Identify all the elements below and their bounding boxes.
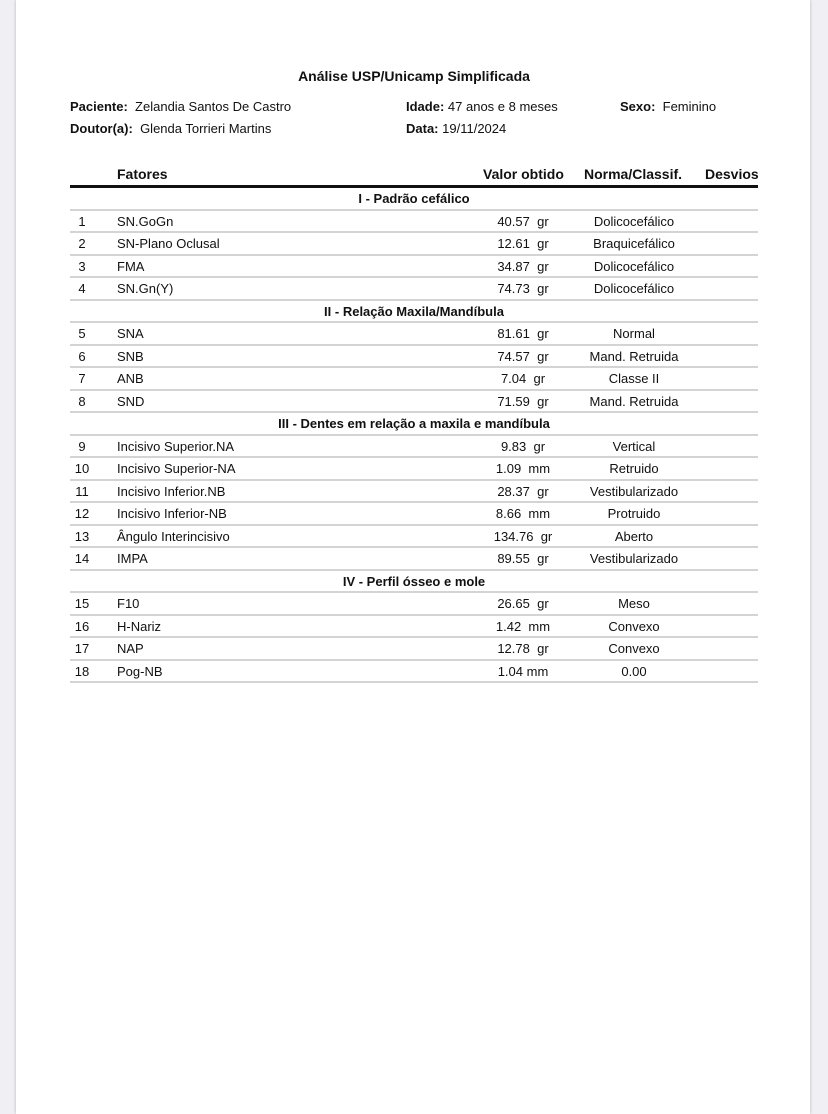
table-row xyxy=(70,323,758,346)
date-info xyxy=(406,121,506,136)
row-number: 17 xyxy=(74,641,90,656)
factor-name: Pog-NB xyxy=(117,663,163,679)
table-row xyxy=(70,638,758,661)
row-number: 6 xyxy=(78,348,86,364)
factor-name: SN.GoGn xyxy=(117,213,174,229)
table-row xyxy=(70,548,758,571)
section-title: I - Padrão cefálico xyxy=(358,191,470,206)
obtained-value: 8.66 mm xyxy=(495,506,551,521)
doctor-info xyxy=(70,121,271,136)
classification: Retruido xyxy=(609,461,659,476)
classification: Convexo xyxy=(608,618,660,634)
table-row xyxy=(70,481,758,504)
factor-name: SNA xyxy=(117,326,144,341)
table-row xyxy=(70,526,758,549)
table-row xyxy=(70,368,758,391)
table-row xyxy=(70,233,758,256)
factor-name: Incisivo Inferior-NB xyxy=(117,506,227,521)
classification: Mand. Retruida xyxy=(589,348,679,364)
header-fatores: Fatores xyxy=(117,166,168,182)
row-number: 15 xyxy=(74,596,90,611)
table-row xyxy=(70,458,758,481)
obtained-value: 1.04 mm xyxy=(497,663,549,679)
age-label: Idade: xyxy=(406,99,445,114)
section-title: II - Relação Maxila/Mandíbula xyxy=(324,303,504,319)
report-title: Análise USP/Unicamp Simplificada xyxy=(298,68,530,84)
section-header xyxy=(70,188,758,211)
patient-label: Paciente: xyxy=(70,99,128,114)
row-number: 12 xyxy=(74,506,90,521)
factor-name: ANB xyxy=(117,371,144,386)
factor-name: F10 xyxy=(117,596,140,611)
table-row xyxy=(70,593,758,616)
obtained-value: 71.59 gr xyxy=(497,393,549,409)
table-header xyxy=(70,166,758,184)
classification: Classe II xyxy=(608,371,660,386)
factor-name: SN-Plano Oclusal xyxy=(117,236,220,251)
header-desvios: Desvios xyxy=(705,166,759,182)
table-row xyxy=(70,436,758,459)
section-header xyxy=(70,301,758,324)
row-number: 14 xyxy=(74,551,90,566)
obtained-value: 134.76 gr xyxy=(493,528,553,544)
classification: Dolicocefálico xyxy=(593,281,675,296)
classification: 0.00 xyxy=(621,663,647,679)
obtained-value: 40.57 gr xyxy=(497,213,549,229)
classification: Normal xyxy=(613,326,655,341)
factor-name: Ângulo Interincisivo xyxy=(117,528,230,544)
row-number: 9 xyxy=(78,438,86,454)
classification: Aberto xyxy=(614,528,654,544)
classification: Dolicocefálico xyxy=(593,213,675,229)
table-row xyxy=(70,256,758,279)
classification: Vertical xyxy=(612,438,656,454)
factor-name: FMA xyxy=(117,258,145,274)
factor-name: Incisivo Inferior.NB xyxy=(117,483,226,499)
row-number: 7 xyxy=(78,371,86,386)
factor-name: NAP xyxy=(117,641,144,656)
doctor-name: Glenda Torrieri Martins xyxy=(140,121,272,136)
obtained-value: 28.37 gr xyxy=(497,483,549,499)
row-number: 1 xyxy=(78,213,86,229)
row-number: 13 xyxy=(74,528,90,544)
factor-name: SN.Gn(Y) xyxy=(117,281,174,296)
patient-info xyxy=(70,99,291,114)
factor-name: SNB xyxy=(117,348,144,364)
row-number: 3 xyxy=(78,258,86,274)
factor-name: IMPA xyxy=(117,551,148,566)
factor-name: Incisivo Superior-NA xyxy=(117,461,236,476)
row-number: 18 xyxy=(74,663,90,679)
obtained-value: 1.09 mm xyxy=(495,461,551,476)
classification: Braquicefálico xyxy=(593,236,675,251)
age-info xyxy=(406,99,558,114)
patient-name: Zelandia Santos De Castro xyxy=(135,99,292,114)
analysis-table xyxy=(70,188,758,683)
header-valor: Valor obtido xyxy=(483,166,564,182)
obtained-value: 74.73 gr xyxy=(497,281,549,296)
table-row xyxy=(70,616,758,639)
obtained-value: 1.42 mm xyxy=(495,618,551,634)
sex-value: Feminino xyxy=(662,99,717,114)
factor-name: H-Nariz xyxy=(117,618,162,634)
date-label: Data: xyxy=(406,121,439,136)
age-value: 47 anos e 8 meses xyxy=(447,99,558,114)
obtained-value: 12.61 gr xyxy=(497,236,549,251)
obtained-value: 89.55 gr xyxy=(497,551,549,566)
row-number: 2 xyxy=(78,236,86,251)
classification: Vestibularizado xyxy=(589,483,679,499)
classification: Vestibularizado xyxy=(589,551,679,566)
classification: Mand. Retruida xyxy=(589,393,679,409)
classification: Protruido xyxy=(607,506,661,521)
factor-name: Incisivo Superior.NA xyxy=(117,438,235,454)
row-number: 4 xyxy=(78,281,86,296)
obtained-value: 9.83 gr xyxy=(500,438,546,454)
sex-info xyxy=(620,99,716,114)
row-number: 16 xyxy=(74,618,90,634)
section-title: IV - Perfil ósseo e mole xyxy=(342,573,486,589)
sex-label: Sexo: xyxy=(620,99,656,114)
obtained-value: 74.57 gr xyxy=(497,348,549,364)
section-header xyxy=(70,413,758,436)
table-row xyxy=(70,503,758,526)
obtained-value: 81.61 gr xyxy=(497,326,549,341)
header-norma: Norma/Classif. xyxy=(584,166,683,182)
classification: Meso xyxy=(618,596,650,611)
section-header xyxy=(70,571,758,594)
classification: Convexo xyxy=(608,641,660,656)
date-value: 19/11/2024 xyxy=(442,121,507,136)
row-number: 11 xyxy=(75,483,89,499)
table-row xyxy=(70,391,758,414)
obtained-value: 7.04 gr xyxy=(500,371,546,386)
row-number: 10 xyxy=(74,461,90,476)
obtained-value: 26.65 gr xyxy=(497,596,549,611)
table-row xyxy=(70,278,758,301)
row-number: 5 xyxy=(78,326,86,341)
section-title: III - Dentes em relação a maxila e mandíbula xyxy=(278,416,550,431)
table-row xyxy=(70,661,758,684)
obtained-value: 12.78 gr xyxy=(497,641,549,656)
table-row xyxy=(70,211,758,234)
classification: Dolicocefálico xyxy=(593,258,675,274)
factor-name: SND xyxy=(117,393,145,409)
table-row xyxy=(70,346,758,369)
doctor-label: Doutor(a): xyxy=(70,121,133,136)
obtained-value: 34.87 gr xyxy=(497,258,549,274)
row-number: 8 xyxy=(78,393,86,409)
